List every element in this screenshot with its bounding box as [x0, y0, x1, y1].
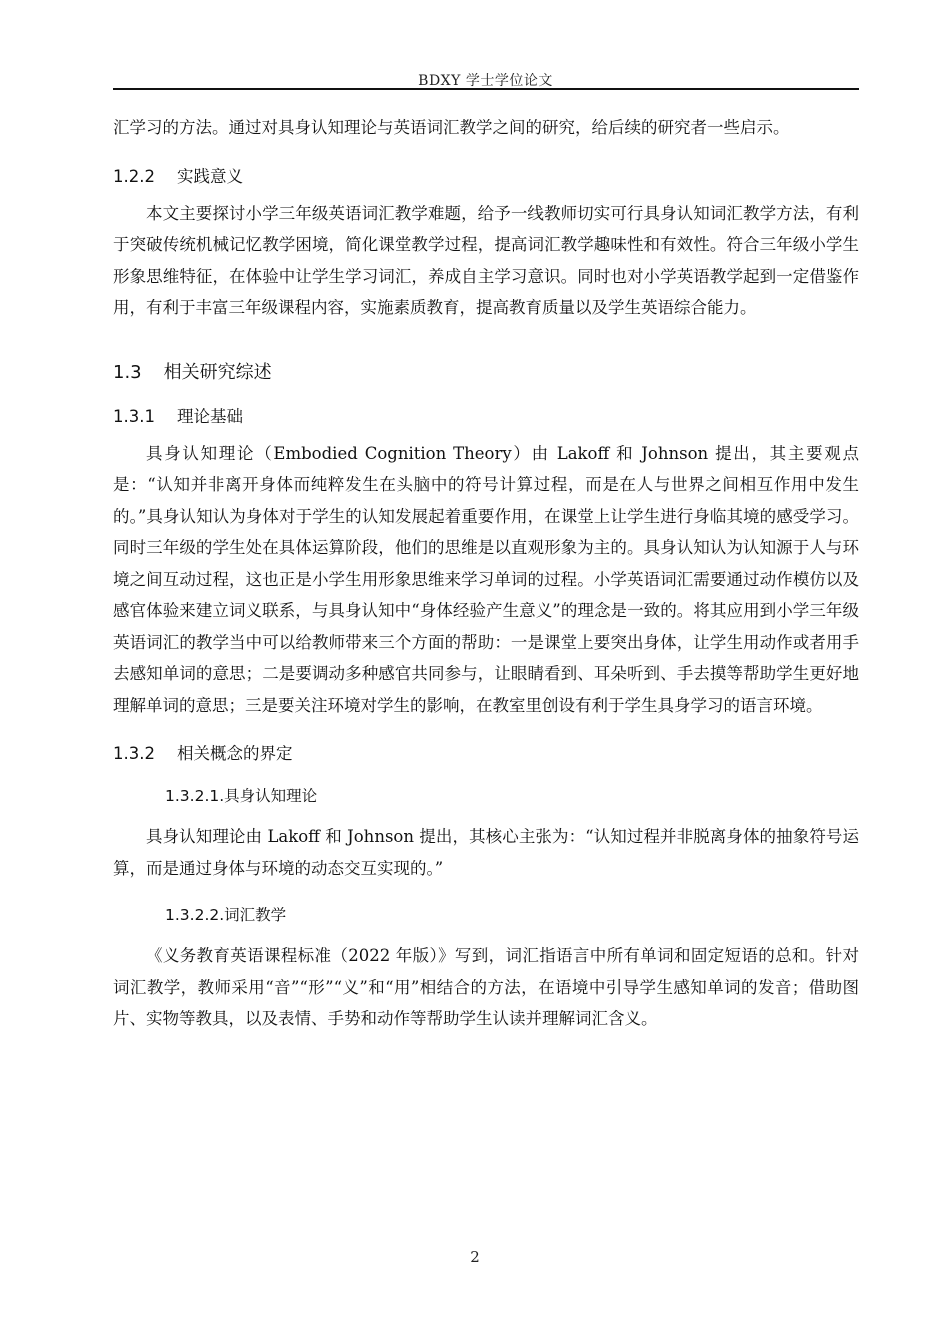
- heading-1-3-1: [113, 402, 859, 432]
- heading-title: 相关概念的界定: [176, 744, 293, 763]
- paragraph-definition-embodied-cognition: 具身认知理论由 Lakoff 和 Johnson 提出，其核心主张为：“认知过程并非脱离身体的抽象符号运算，而是通过身体与环境的动态交互实现的。”: [113, 827, 859, 878]
- page-number: 2: [470, 1248, 480, 1266]
- heading-number: 1.3.2.1.: [165, 787, 225, 805]
- heading-number: 1.3.2: [113, 744, 155, 763]
- heading-number: 1.3.1: [113, 406, 155, 426]
- heading-title: 理论基础: [176, 406, 243, 426]
- running-header: BDXY 学士学位论文: [418, 73, 553, 89]
- heading-1-3: [113, 358, 859, 388]
- paragraph-practical-significance: 本文主要探讨小学三年级英语词汇教学难题，给予一线教师切实可行具身认知词汇教学方法，有利于突破传统机械记忆教学困境，简化课堂教学过程，提高词汇教学趣味性和有效性。符合三年级小学生形象思维特征，在体验中让学生学习词汇，养成自主学习意识。同时也对小学英语教学起到一定借鉴作用，有利于丰富三年级课程内容，实施素质教育，提高教育质量以及学生英语综合能力。: [113, 203, 859, 317]
- heading-number: 1.2.2: [113, 166, 155, 186]
- paragraph-definition-vocabulary-teaching: 《义务教育英语课程标准（2022 年版）》写到，词汇指语言中所有单词和固定短语的总和。针对词汇教学，教师采用“音”“形”“义”和“用”相结合的方法，在语境中引导学生感知单词的发音；借助图片、实物等教具，以及表情、手势和动作等帮助学生认读并理解词汇含义。: [113, 946, 859, 1028]
- header-rule: [113, 88, 859, 90]
- heading-number: 1.3: [113, 361, 142, 383]
- heading-1-2-2: [113, 162, 859, 192]
- heading-1-3-2-2: [165, 900, 859, 930]
- paragraph-intro-continued: 汇学习的方法。通过对具身认知理论与英语词汇教学之间的研究，给后续的研究者一些启示。: [113, 118, 790, 137]
- heading-title: 实践意义: [176, 166, 243, 186]
- heading-title: 词汇教学: [224, 906, 287, 924]
- heading-number: 1.3.2.2.: [165, 906, 225, 924]
- paragraph-theoretical-basis: 具身认知理论（Embodied Cognition Theory）由 Lakoff 和 Johnson 提出，其主要观点是：“认知并非离开身体而纯粹发生在头脑中的符号计算过程，而是在人与世界之间相互作用中发生的。”具身认知认为身体对于学生的认知发展起着重要作用，在课堂上让学生进行身临其境的感受学习。同时三年级的学生处在具体运算阶段，他们的思维是以直观形象为主的。具身认知认为认知源于人与环境之间互动过程，这也正是小学生用形象思维来学习单词的过程。小学英语词汇需要通过动作模仿以及感官体验来建立词义联系，与具身认知中“身体经验产生意义”的理念是一致的。将其应用到小学三年级英语词汇的教学当中可以给教师带来三个方面的帮助：一是课堂上要突出身体，让学生用动作或者用手去感知单词的意思；二是要调动多种感官共同参与，让眼睛看到、耳朵听到、手去摸等帮助学生更好地理解单词的意思；三是要关注环境对学生的影响，在教室里创设有利于学生具身学习的语言环境。: [113, 443, 859, 715]
- heading-title: 具身认知理论: [224, 787, 318, 805]
- heading-1-3-2-1: [165, 781, 859, 811]
- page-content: [113, 112, 859, 1035]
- heading-1-3-2: [113, 739, 859, 769]
- heading-title: 相关研究综述: [163, 361, 272, 383]
